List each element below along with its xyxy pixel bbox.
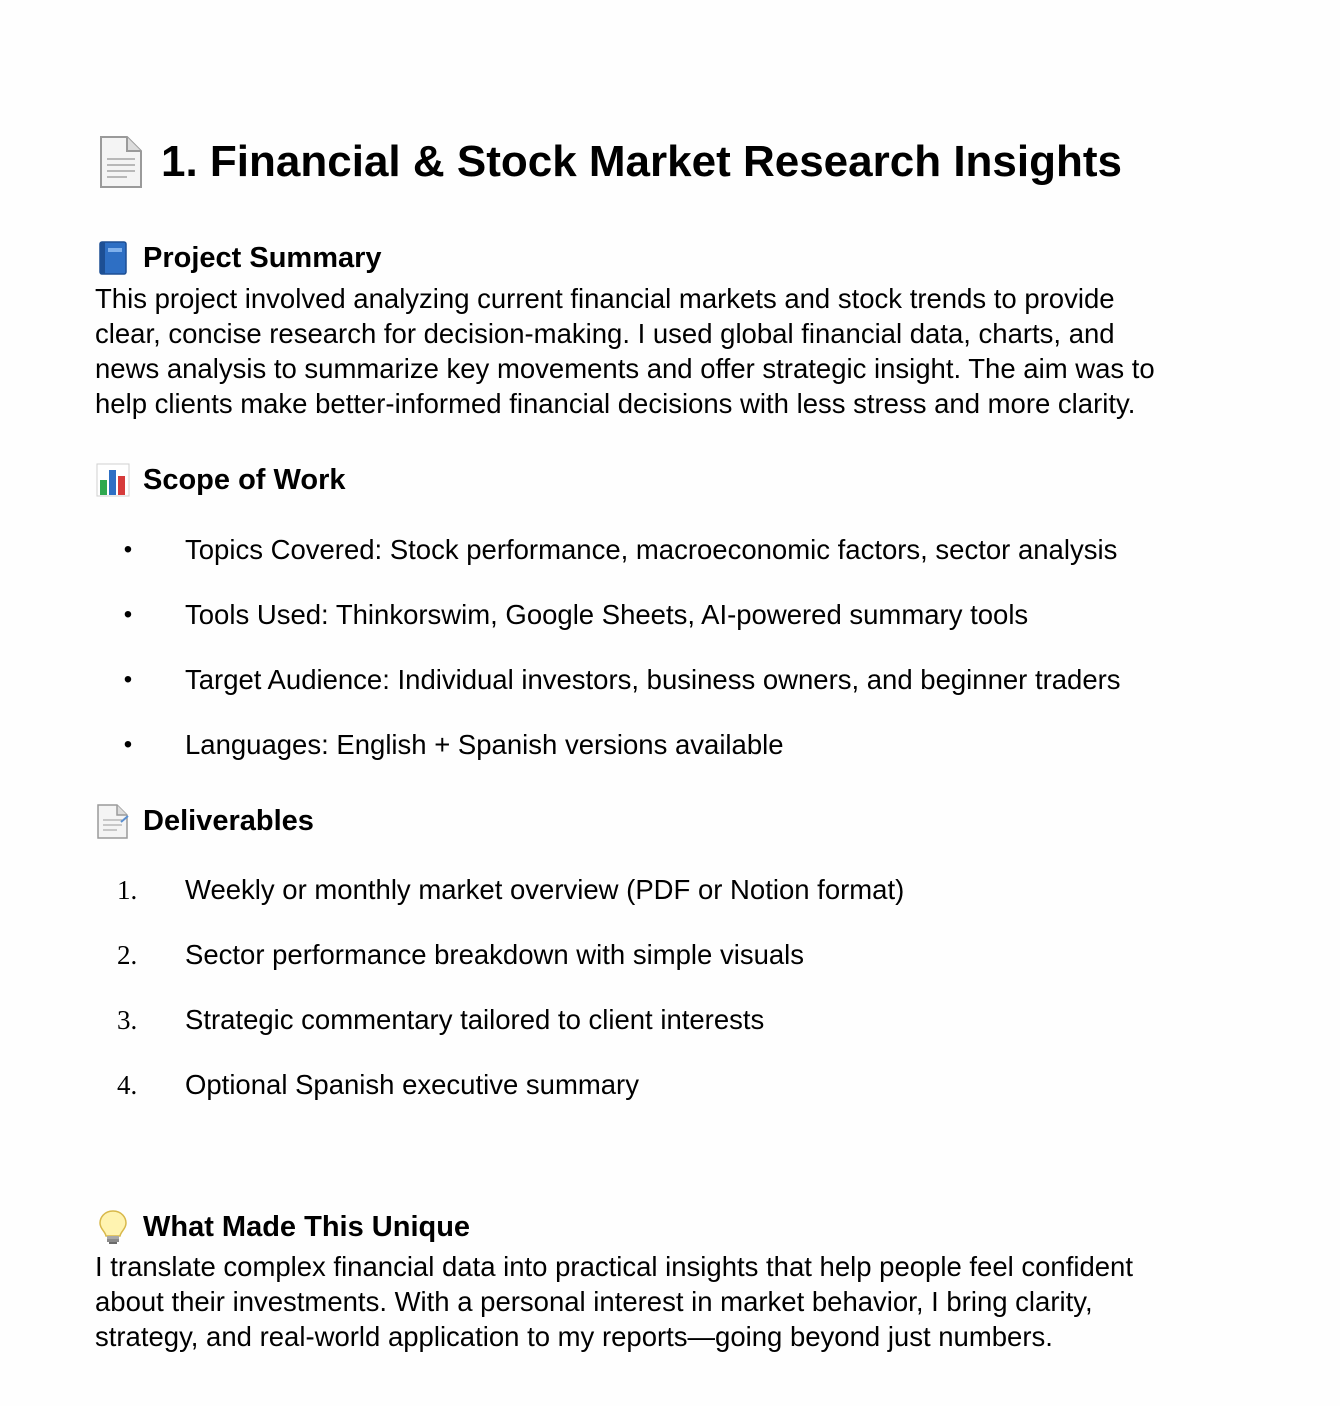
- project-summary-heading: [95, 238, 382, 278]
- bullet-marker: •: [123, 731, 133, 758]
- list-item-text: Weekly or monthly market overview (PDF or Notion format): [185, 874, 905, 905]
- deliverables-heading-text: Deliverables: [143, 805, 314, 837]
- list-number: 1.: [117, 874, 138, 905]
- bullet-marker: •: [123, 601, 133, 628]
- unique-line: about their investments. With a personal interest in market behavior, I bring clarity,: [95, 1286, 1093, 1317]
- project-summary-line: clear, concise research for decision-making. I used global financial data, charts, and: [95, 318, 1115, 349]
- scope-of-work-heading-text: Scope of Work: [143, 464, 346, 496]
- page-facing-up-icon: [95, 802, 131, 840]
- page-title: [95, 132, 1122, 192]
- blue-book-icon: [95, 240, 131, 276]
- list-number: 2.: [117, 939, 138, 970]
- list-number: 3.: [117, 1004, 138, 1035]
- project-summary-heading-text: Project Summary: [143, 242, 382, 274]
- list-item-text: Sector performance breakdown with simple visuals: [185, 939, 805, 970]
- list-item-text: Strategic commentary tailored to client interests: [185, 1004, 765, 1035]
- what-made-unique-paragraph: [95, 1249, 1295, 1354]
- list-item-text: Topics Covered: Stock performance, macroeconomic factors, sector analysis: [185, 534, 1118, 565]
- title-text: 1. Financial & Stock Market Research Insights: [161, 137, 1122, 186]
- list-item-text: Optional Spanish executive summary: [185, 1069, 639, 1100]
- list-item-text: Languages: English + Spanish versions available: [185, 729, 784, 760]
- what-made-unique-heading: [95, 1207, 470, 1247]
- document-icon: [95, 135, 145, 189]
- list-item-text: Target Audience: Individual investors, business owners, and beginner traders: [185, 664, 1121, 695]
- project-summary-line: This project involved analyzing current financial markets and stock trends to provide: [95, 283, 1115, 314]
- project-summary-line: news analysis to summarize key movements and offer strategic insight. The aim was to: [95, 353, 1155, 384]
- bar-chart-icon: [95, 462, 131, 498]
- light-bulb-icon: [95, 1208, 131, 1246]
- project-summary-line: help clients make better-informed financial decisions with less stress and more clarity.: [95, 388, 1136, 419]
- what-made-unique-heading-text: What Made This Unique: [143, 1211, 471, 1243]
- unique-line: strategy, and real-world application to my reports—going beyond just numbers.: [95, 1321, 1053, 1352]
- project-summary-paragraph: [95, 281, 1295, 421]
- list-number: 4.: [117, 1069, 138, 1100]
- deliverables-heading: [95, 801, 314, 841]
- scope-of-work-heading: [95, 460, 346, 500]
- unique-line: I translate complex financial data into practical insights that help people feel confident: [95, 1251, 1133, 1282]
- bullet-marker: •: [123, 666, 133, 693]
- bullet-marker: •: [123, 536, 133, 563]
- list-item-text: Tools Used: Thinkorswim, Google Sheets, AI-powered summary tools: [185, 599, 1029, 630]
